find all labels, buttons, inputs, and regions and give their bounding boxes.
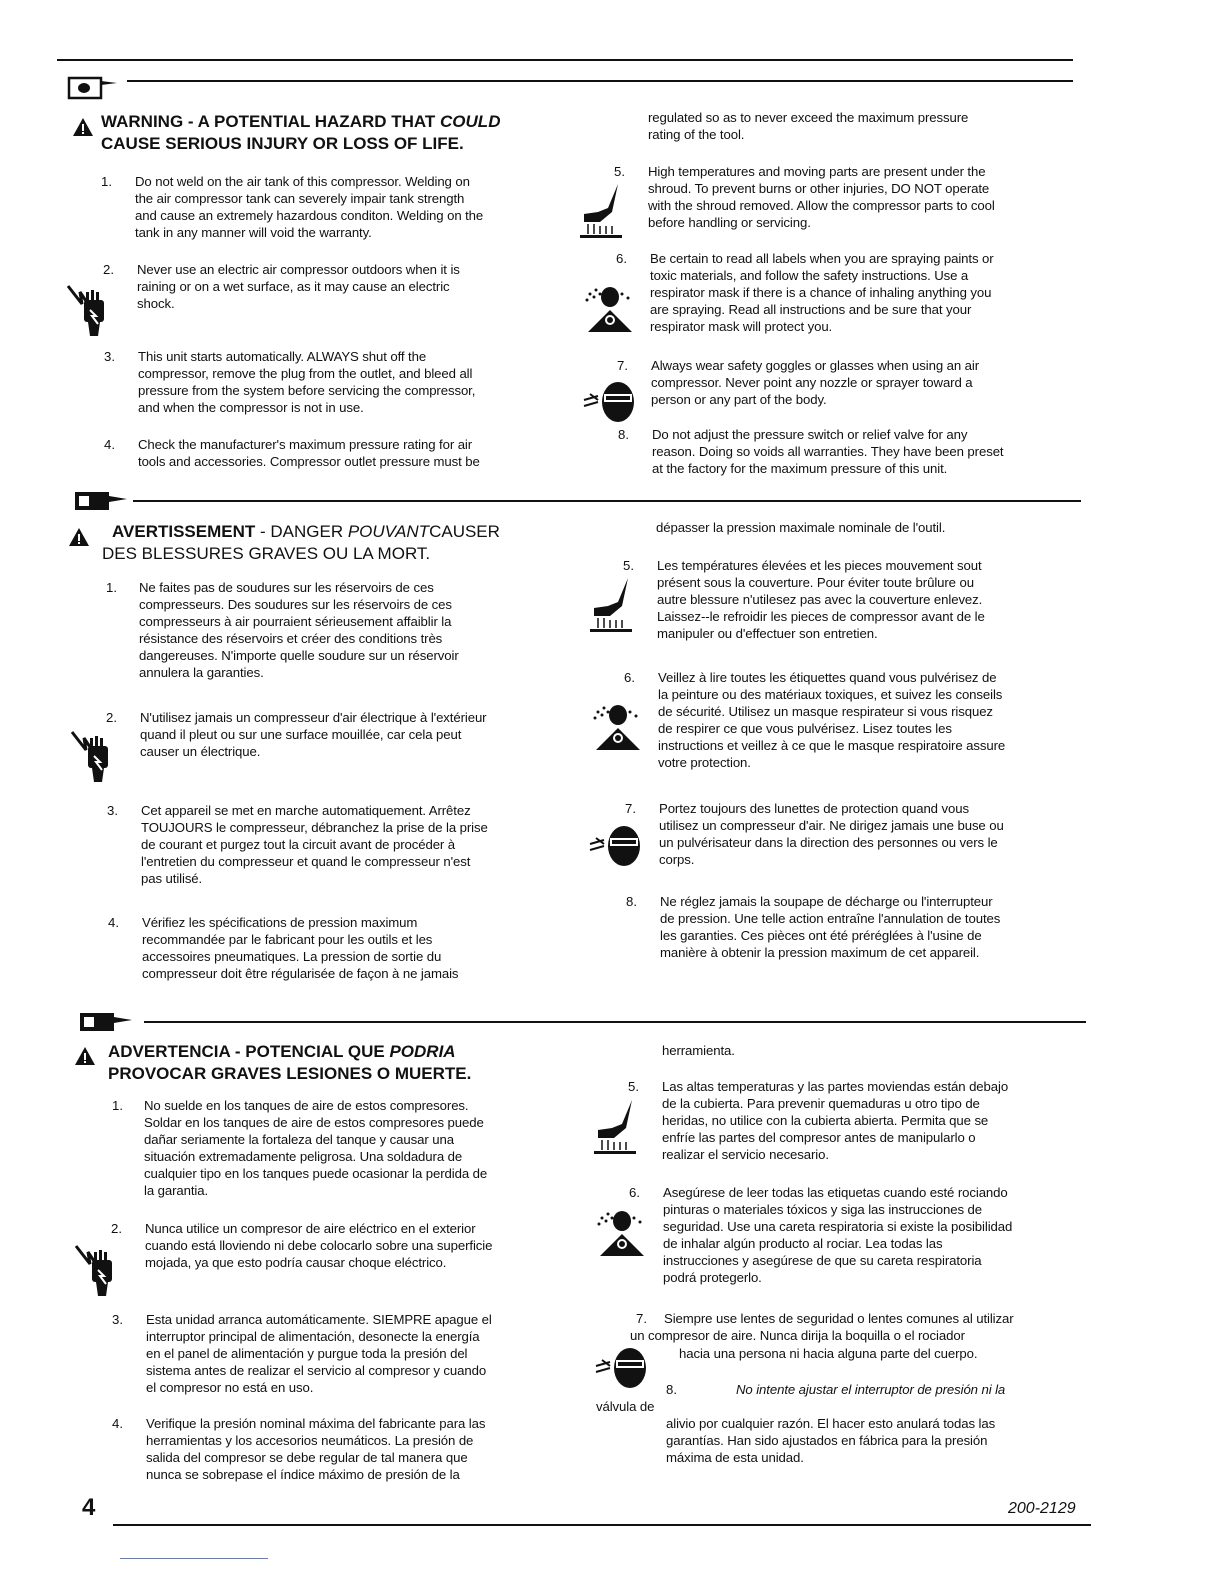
item-number: 4. (104, 437, 115, 452)
section-subtitle-fr: DES BLESSURES GRAVES OU LA MORT. (102, 544, 431, 563)
book-icon (75, 490, 131, 517)
item-text: Do not weld on the air tank of this compressor. Welding on the air compressor tank can severely impair tank strength and cause an extremely hazardous conditon. Welding on the tank in any manner will void the warranty. (135, 174, 484, 240)
item-text-continued: dépasser la pression maximale nominale de l'outil. (656, 520, 946, 535)
item-number: 8. (666, 1382, 677, 1397)
item-text: Verifique la presión nominal máxima del fabricante para las herramientas y los accesorios neumáticos. La presión de salida del compresor se debe regular de tal manera que nunca se sobrepase el índice máximo de presión de la (146, 1416, 486, 1482)
scan-artifact-line (120, 1558, 268, 1559)
item-text: Asegúrese de leer todas las etiquetas cuando esté rociando pinturas o materiales tóxicos y siga las instrucciones de seguridad. Use una careta respiratoria si existe la posibilidad de inhalar algún producto al rociar. Lea todas las instrucciones y asegúrese de que su careta respiratoria podrá protegerlo. (663, 1185, 1013, 1285)
item-text: Check the manufacturer's maximum pressure rating for air tools and accessories. Compressor outlet pressure must be (138, 437, 480, 469)
item-text: Nunca utilice un compresor de aire eléctrico en el exterior cuando está lloviendo ni debe colocarlo sobre una superficie mojada, ya que esto podría causar choque eléctrico. (145, 1221, 493, 1270)
electric-shock-icon (70, 726, 114, 791)
item-number: 3. (112, 1312, 123, 1327)
item-number: 6. (629, 1185, 640, 1200)
item-number: 7. (636, 1311, 647, 1326)
section-subtitle-es: PROVOCAR GRAVES LESIONES O MUERTE. (108, 1064, 472, 1083)
section-rule-es (144, 1021, 1086, 1023)
item-number: 1. (112, 1098, 123, 1113)
item-text: Always wear safety goggles or glasses when using an air compressor. Never point any nozzle or sprayer toward a person or any part of the body. (651, 358, 980, 407)
item-number: 5. (614, 164, 625, 179)
item-text: Siempre use lentes de seguridad o lentes comunes al utilizar (664, 1311, 1014, 1326)
section-title-es: ADVERTENCIA - POTENCIAL QUE PODRIA (108, 1042, 456, 1061)
item-text: Be certain to read all labels when you are spraying paints or toxic materials, and follow the safety instructions. Use a respirator mask if there is a chance of inhaling anything you are spraying. Read all instructions and be sure that your respirator mask will protect you. (650, 251, 994, 334)
item-number: 5. (623, 558, 634, 573)
section-title-en: WARNING - A POTENTIAL HAZARD THAT COULD (101, 112, 501, 131)
section-rule-fr (133, 500, 1081, 502)
item-text: válvula de (596, 1399, 655, 1414)
item-text-continued: herramienta. (662, 1043, 735, 1058)
electric-shock-icon (74, 1240, 118, 1305)
item-text: This unit starts automatically. ALWAYS shut off the compressor, remove the plug from the outlet, and bleed all pressure from the system before servicing the compressor, and when the compressor is not in use. (138, 349, 476, 415)
item-text: Cet appareil se met en marche automatiquement. Arrêtez TOUJOURS le compresseur, débranchez la prise de la prise de courant et purgez tout la circuit avant de procéder à l'entretien du compresseur et quand le compresseur n'est pas utilisé. (141, 803, 488, 886)
item-number: 6. (624, 670, 635, 685)
item-text: No suelde en los tanques de aire de estos compresores. Soldar en los tanques de aire de estos compresores puede dañar seriamente la fortaleza del tanque y causar una situación extremadamente peligrosa. Una soldadura de cualquier tipo en los tanques puede ocasionar la perdida de la garantia. (144, 1098, 488, 1198)
item-number: 6. (616, 251, 627, 266)
respirator-mask-icon (594, 1208, 650, 1265)
warning-triangle-icon (72, 117, 94, 142)
safety-goggles-icon (594, 1346, 650, 1395)
item-number: 4. (112, 1416, 123, 1431)
item-text: High temperatures and moving parts are present under the shroud. To prevent burns or other injuries, DO NOT operate with the shroud removed. Allow the compressor parts to cool before handling or servicing. (648, 164, 995, 230)
respirator-mask-icon (590, 702, 646, 759)
item-text: un compresor de aire. Nunca dirija la boquilla o el rociador (630, 1328, 965, 1343)
safety-goggles-icon (582, 380, 638, 429)
item-number: 8. (626, 894, 637, 909)
item-number: 2. (106, 710, 117, 725)
item-text: Portez toujours des lunettes de protection quand vous utilisez un compresseur d'air. Ne dirigez jamais une buse ou un pulvérisateur dans la direction des personnes ou vers le corps. (659, 801, 1004, 867)
item-text: Veillez à lire toutes les étiquettes quand vous pulvérisez de la peinture ou des matériaux toxiques, et suivez les conseils de sécurité. Utilisez un masque respirateur si vous risquez de respirer ce que vous pulvérisez. Lisez toutes les instructions et veillez à ce que le masque respiratoire assure votre protection. (658, 670, 1006, 770)
page-number: 4 (82, 1494, 96, 1521)
item-text: Las altas temperaturas y las partes moviendas están debajo de la cubierta. Para prevenir quemaduras u otro tipo de heridas, no utilice con la cubierta abierta. Permita que se enfríe las partes del compresor antes de manipularlo o realizar el servicio necesario. (662, 1079, 1009, 1162)
item-number: 5. (628, 1079, 639, 1094)
document-code: 200-2129 (1008, 1500, 1076, 1517)
item-text: N'utilisez jamais un compresseur d'air électrique à l'extérieur quand il pleut ou sur une surface mouillée, car cela peut causer un électrique. (140, 710, 487, 759)
item-text: Do not adjust the pressure switch or relief valve for any reason. Doing so voids all warranties. They have been preset at the factory for the maximum pressure of this unit. (652, 427, 1004, 476)
item-number: 4. (108, 915, 119, 930)
item-number: 3. (107, 803, 118, 818)
item-text: hacia una persona ni hacia alguna parte del cuerpo. (679, 1346, 978, 1361)
item-number: 8. (618, 427, 629, 442)
item-number: 7. (617, 358, 628, 373)
section-rule-en (127, 80, 1073, 82)
item-text: Les températures élevées et les pieces mouvement sout présent sous la couverture. Pour éviter toute brûlure ou autre blessure n'utilesez pas avec la couverture enlevez. Laissez--le refroidir les pieces de compressor avant de le manipuler ou d'effectuer son entretien. (657, 558, 985, 641)
item-number: 2. (103, 262, 114, 277)
respirator-mask-icon (582, 284, 638, 341)
hot-surface-icon (578, 182, 624, 245)
item-text: Ne réglez jamais la soupape de décharge ou l'interrupteur de pression. Une telle action entraîne l'annulation de toutes les garanties. Ces pièces ont été préréglées à l'usine de manière à obtenir la pression maximum de cet appareil. (660, 894, 1001, 960)
item-text: No intente ajustar el interruptor de presión ni la (736, 1382, 1006, 1397)
item-text: Vérifiez les spécifications de pression maximum recommandée par le fabricant pour les outils et les accessoires pneumatiques. La pression de sortie du compresseur doit être régularisée de façon à ne jamais (142, 915, 459, 981)
item-number: 1. (106, 580, 117, 595)
warning-triangle-icon (74, 1046, 96, 1071)
item-number: 2. (111, 1221, 122, 1236)
top-rule (57, 59, 1073, 61)
item-number: 7. (625, 801, 636, 816)
bottom-rule (113, 1524, 1091, 1526)
section-title-fr: AVERTISSEMENT - DANGER POUVANTCAUSER (112, 522, 500, 541)
item-number: 3. (104, 349, 115, 364)
item-text: Never use an electric air compressor outdoors when it is raining or on a wet surface, as it may cause an electric shock. (137, 262, 460, 311)
hot-surface-icon (588, 576, 634, 639)
item-text-continued: regulated so as to never exceed the maximum pressure rating of the tool. (648, 110, 969, 142)
section-subtitle-en: CAUSE SERIOUS INJURY OR LOSS OF LIFE. (101, 134, 464, 153)
safety-goggles-icon (588, 824, 644, 873)
book-icon (67, 75, 125, 106)
book-icon (80, 1011, 136, 1038)
item-number: 1. (101, 174, 112, 189)
electric-shock-icon (66, 280, 110, 345)
item-text: Esta unidad arranca automáticamente. SIEMPRE apague el interruptor principal de alimentación, desonecte la energía en el panel de alimentación y purgue toda la presión del sistema antes de realizar el servicio al compresor y cuando el compresor no está en uso. (146, 1312, 492, 1395)
item-text: Ne faites pas de soudures sur les réservoirs de ces compresseurs. Des soudures sur les réservoirs de ces compresseurs à air pourraient sérieusement affaiblir la résistance des réservoirs et créer des conditions très dangereuses. N'importe quelle soudure sur un réservoir annulera la garanties. (139, 580, 459, 680)
item-text: alivio por cualquier razón. El hacer esto anulará todas las garantías. Han sido ajustados en fábrica para la presión máxima de esta unidad. (666, 1416, 996, 1465)
warning-triangle-icon (68, 527, 90, 552)
hot-surface-icon (592, 1098, 638, 1161)
